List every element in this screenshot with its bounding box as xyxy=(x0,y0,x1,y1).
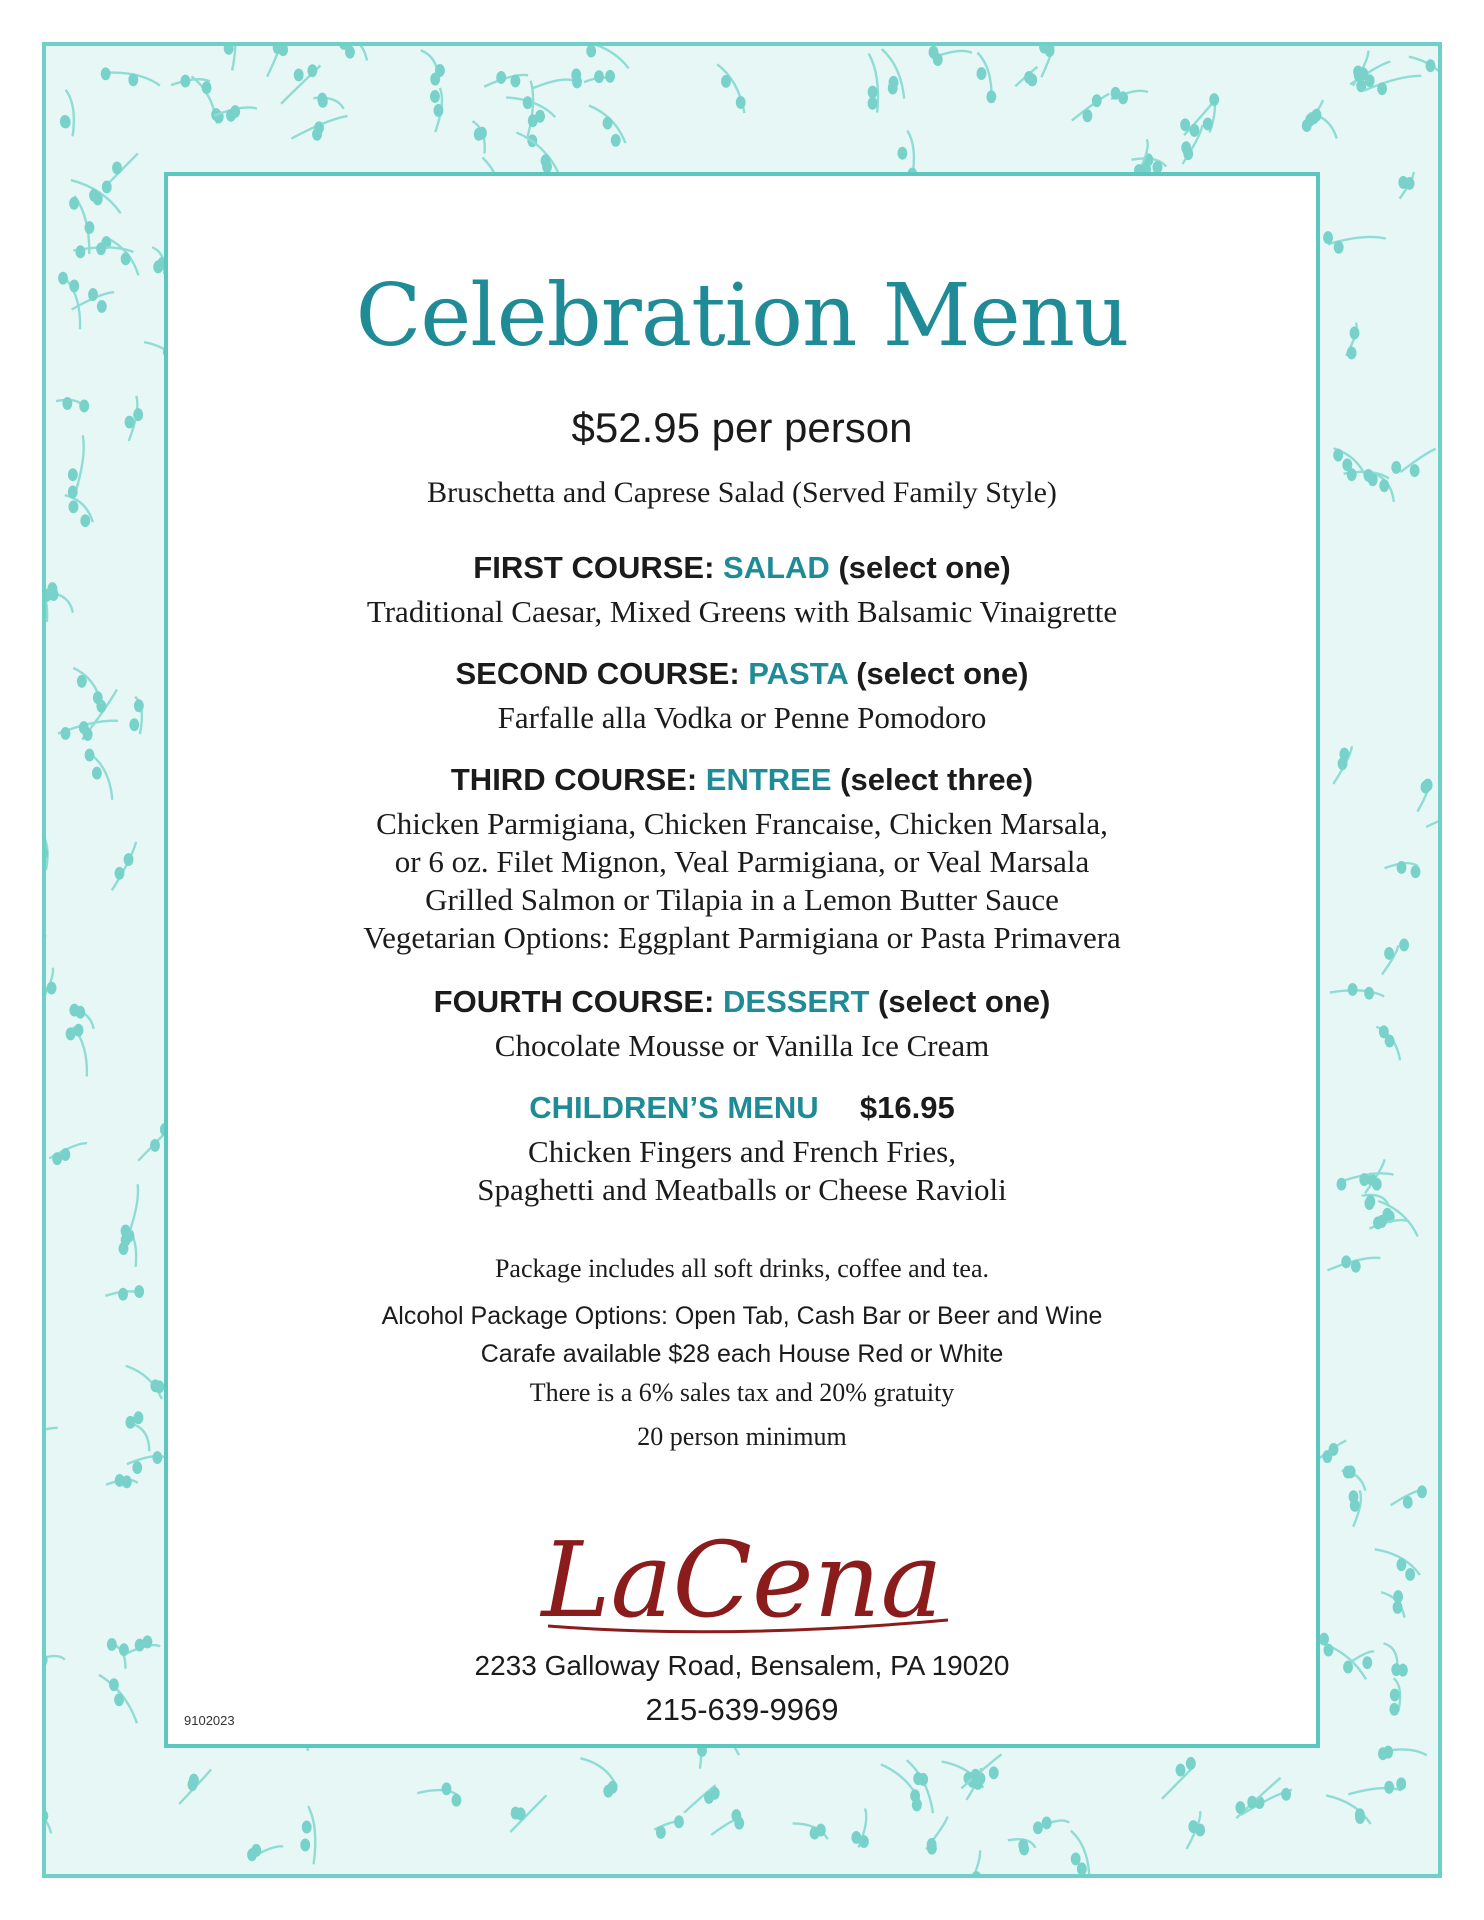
berry xyxy=(971,1871,981,1874)
berry xyxy=(611,134,621,147)
third-course-item: or 6 oz. Filet Mignon, Veal Parmigiana, or Veal Marsala xyxy=(394,844,1090,879)
berry xyxy=(816,1824,826,1837)
berry xyxy=(302,1821,312,1834)
berry xyxy=(1397,861,1407,874)
berry xyxy=(124,853,134,866)
berry xyxy=(224,46,234,55)
course-label: FIRST COURSE: xyxy=(473,550,715,585)
berry xyxy=(69,280,79,293)
berry xyxy=(1372,1178,1382,1191)
berry xyxy=(1319,1633,1329,1646)
course-label: THIRD COURSE: xyxy=(450,762,698,797)
berry xyxy=(135,1639,145,1652)
berry xyxy=(1323,231,1333,244)
berry xyxy=(1334,241,1344,254)
berry xyxy=(976,67,986,80)
berry xyxy=(83,728,93,741)
berry xyxy=(202,81,212,94)
berry xyxy=(1082,109,1092,122)
berry xyxy=(134,699,144,712)
berry xyxy=(74,1024,84,1037)
berry xyxy=(68,500,78,513)
berry xyxy=(314,121,324,134)
berry xyxy=(1377,1215,1387,1228)
berry xyxy=(1042,1816,1052,1829)
berry xyxy=(68,486,78,499)
berry xyxy=(1203,117,1213,130)
berry xyxy=(93,691,103,704)
package-includes-note: Package includes all soft drinks, coffee and tea. xyxy=(494,1254,990,1283)
course-select: (select one) xyxy=(856,656,1029,691)
fourth-course-items: Chocolate Mousse or Vanilla Ice Cream xyxy=(494,1028,990,1063)
berry xyxy=(1364,469,1374,482)
branch xyxy=(484,75,528,87)
berry xyxy=(929,46,939,59)
berry xyxy=(1092,94,1102,107)
berry xyxy=(128,73,138,86)
berry xyxy=(79,400,89,413)
berry xyxy=(125,1416,135,1429)
berry xyxy=(180,75,190,88)
berry xyxy=(1384,947,1394,960)
berry xyxy=(80,514,90,527)
berry xyxy=(1384,1781,1394,1794)
berry xyxy=(1364,987,1374,1000)
berry xyxy=(435,64,445,77)
berry xyxy=(656,1826,666,1839)
berry xyxy=(115,867,125,880)
berry xyxy=(986,90,996,103)
berry xyxy=(511,1807,521,1820)
berry xyxy=(1410,464,1420,477)
berry xyxy=(1390,1689,1400,1702)
berry xyxy=(69,197,79,210)
course-label: SECOND COURSE: xyxy=(455,656,740,691)
berry xyxy=(52,1152,62,1165)
berry xyxy=(1180,118,1190,131)
berry xyxy=(572,75,582,88)
berry xyxy=(1347,468,1357,481)
berry xyxy=(1396,1777,1406,1790)
lacena-logo xyxy=(168,1516,1316,1646)
branch xyxy=(133,1424,149,1451)
berry xyxy=(1351,1260,1361,1273)
childrens-menu-item: Spaghetti and Meatballs or Cheese Ravioli xyxy=(477,1172,1007,1207)
berry xyxy=(1033,1821,1043,1834)
berry xyxy=(1403,1496,1413,1509)
berry xyxy=(102,180,112,193)
berry xyxy=(134,1285,144,1298)
berry xyxy=(1333,449,1343,462)
course-select: (select one) xyxy=(838,550,1011,585)
berry xyxy=(710,1787,720,1800)
berry xyxy=(433,104,443,117)
berry xyxy=(112,161,122,174)
course-select: (select one) xyxy=(878,984,1051,1019)
berry xyxy=(92,767,102,780)
berry xyxy=(307,64,317,77)
berry xyxy=(1385,1035,1395,1048)
berry xyxy=(46,1810,48,1823)
alcohol-options-note: Alcohol Package Options: Open Tab, Cash Bar or Beer and Wine xyxy=(381,1302,1103,1330)
berry xyxy=(1383,1746,1393,1759)
berry xyxy=(88,288,98,301)
berry xyxy=(603,117,613,130)
branch xyxy=(516,132,558,173)
berry xyxy=(1281,1788,1291,1801)
berry xyxy=(114,1693,124,1706)
berry xyxy=(868,86,878,99)
course-category: PASTA xyxy=(748,656,848,691)
branch xyxy=(112,842,136,890)
berry xyxy=(69,1004,79,1017)
berry xyxy=(1417,1485,1427,1498)
logo-lettering: LaCena xyxy=(541,1519,943,1641)
branch xyxy=(46,583,47,622)
berry xyxy=(1186,1757,1196,1770)
berry xyxy=(1183,147,1193,160)
berry xyxy=(523,96,533,109)
berry xyxy=(1355,1811,1365,1824)
third-course-heading xyxy=(168,762,1316,798)
second-course-heading xyxy=(168,656,1316,692)
berry xyxy=(101,67,111,80)
berry xyxy=(132,1461,142,1474)
berry xyxy=(586,46,596,57)
branch xyxy=(106,153,138,185)
phone-number: 215-639-9969 xyxy=(645,1692,839,1727)
berry xyxy=(77,675,87,688)
berry xyxy=(97,300,107,313)
menu-panel xyxy=(164,172,1320,1748)
berry xyxy=(927,1842,937,1855)
berry xyxy=(1349,1490,1359,1503)
berry xyxy=(1365,74,1375,87)
second-course-items: Farfalle alla Vodka or Penne Pomodoro xyxy=(497,700,987,735)
berry xyxy=(1176,1764,1186,1777)
berry xyxy=(1019,1843,1029,1856)
berry xyxy=(1425,59,1435,72)
berry xyxy=(496,71,506,84)
berry xyxy=(1399,939,1409,952)
berry xyxy=(300,1838,310,1851)
berry xyxy=(913,1772,923,1785)
berry xyxy=(868,97,878,110)
berry xyxy=(84,221,94,234)
branch xyxy=(46,1428,58,1444)
branch xyxy=(308,1806,315,1864)
berry xyxy=(1329,1443,1339,1456)
berry xyxy=(721,75,731,88)
berry xyxy=(133,408,143,421)
berry xyxy=(1359,1173,1369,1186)
berry xyxy=(1336,1178,1346,1191)
berry xyxy=(345,46,355,59)
berry xyxy=(96,242,106,255)
berry xyxy=(859,1835,869,1848)
berry xyxy=(1343,1466,1353,1479)
berry xyxy=(107,1638,117,1651)
berry xyxy=(115,1474,125,1487)
berry xyxy=(1379,479,1389,492)
berry xyxy=(912,1798,922,1811)
berry xyxy=(1341,1255,1351,1268)
branch xyxy=(966,1850,980,1874)
berry xyxy=(119,1643,129,1656)
berry xyxy=(989,1766,999,1779)
berry xyxy=(60,115,70,128)
branch xyxy=(417,1790,457,1795)
berry xyxy=(294,69,304,82)
berry xyxy=(605,70,615,83)
berry xyxy=(1350,327,1360,340)
berry xyxy=(1348,983,1358,996)
berry xyxy=(62,397,72,410)
berry xyxy=(1323,1644,1333,1657)
fourth-course-heading xyxy=(168,984,1316,1020)
berry xyxy=(75,245,85,258)
berry xyxy=(1377,82,1387,95)
first-course-heading xyxy=(168,550,1316,586)
berry xyxy=(889,76,899,89)
carafe-note: Carafe available $28 each House Red or White xyxy=(480,1340,1004,1368)
decorative-border xyxy=(42,42,1442,1878)
childrens-menu-item: Chicken Fingers and French Fries, xyxy=(528,1134,956,1169)
appetizer: Bruschetta and Caprese Salad (Served Family Style) xyxy=(427,476,1057,509)
berry xyxy=(187,1778,197,1791)
berry xyxy=(150,1139,160,1152)
berry xyxy=(897,147,907,160)
berry xyxy=(109,1678,119,1691)
berry xyxy=(1391,1663,1401,1676)
berry xyxy=(674,1815,684,1828)
berry xyxy=(1421,781,1431,794)
berry xyxy=(1362,1656,1372,1669)
minimum-note: 20 person minimum xyxy=(637,1422,847,1451)
third-course-item: Chicken Parmigiana, Chicken Francaise, Chicken Marsala, xyxy=(376,806,1108,841)
berry xyxy=(47,982,57,995)
course-category: ENTREE xyxy=(705,762,832,797)
berry xyxy=(510,74,520,87)
berry xyxy=(1247,1796,1257,1809)
childrens-menu-price: $16.95 xyxy=(859,1090,955,1125)
berry xyxy=(93,192,103,205)
berry xyxy=(1354,69,1364,82)
course-select: (select three) xyxy=(840,762,1034,797)
berry xyxy=(152,1451,162,1464)
berry xyxy=(58,272,68,285)
berry xyxy=(736,96,746,109)
berry xyxy=(1391,461,1401,474)
berry xyxy=(1188,1820,1198,1833)
berry xyxy=(430,90,440,103)
berry xyxy=(121,1234,131,1247)
berry xyxy=(1118,91,1128,104)
berry xyxy=(442,1782,452,1795)
berry xyxy=(1305,113,1315,126)
berry xyxy=(594,70,604,83)
price-per-person: $52.95 per person xyxy=(571,404,913,451)
berry xyxy=(1235,1801,1245,1814)
tax-note: There is a 6% sales tax and 20% gratuity xyxy=(529,1378,955,1407)
branch xyxy=(46,1656,65,1660)
berry xyxy=(150,1379,160,1392)
berry xyxy=(1338,757,1348,770)
first-course-items: Traditional Caesar, Mixed Greens with Balsamic Vinaigrette xyxy=(366,594,1118,629)
berry xyxy=(1347,347,1357,360)
berry xyxy=(1405,1568,1415,1581)
course-category: DESSERT xyxy=(723,984,870,1019)
childrens-menu-label: CHILDREN’S MENU xyxy=(529,1090,819,1125)
berry xyxy=(121,252,131,265)
berry xyxy=(68,468,78,481)
berry xyxy=(1393,1590,1403,1603)
berry xyxy=(318,95,328,108)
third-course-item: Vegetarian Options: Eggplant Parmigiana or Pasta Primavera xyxy=(363,920,1121,955)
berry xyxy=(451,1794,461,1807)
berry xyxy=(528,114,538,127)
berry xyxy=(1209,93,1219,106)
berry xyxy=(226,109,236,122)
address: 2233 Galloway Road, Bensalem, PA 19020 xyxy=(474,1650,1010,1681)
childrens-menu-heading xyxy=(168,1090,1316,1126)
berry xyxy=(129,718,139,731)
berry xyxy=(1027,73,1037,86)
document-code: 9102023 xyxy=(184,1713,235,1728)
berry xyxy=(1389,1703,1399,1716)
berry xyxy=(608,1781,618,1794)
berry xyxy=(1396,1558,1406,1571)
branch xyxy=(1426,813,1438,827)
branch xyxy=(532,80,574,89)
berry xyxy=(1405,177,1415,190)
berry xyxy=(1411,865,1421,878)
berry xyxy=(125,416,135,429)
berry xyxy=(474,128,484,141)
berry xyxy=(85,749,95,762)
branch xyxy=(66,90,74,137)
course-category: SALAD xyxy=(723,550,830,585)
page-title: Celebration Menu xyxy=(355,266,1129,366)
berry xyxy=(734,1817,744,1830)
berry xyxy=(1365,1195,1375,1208)
berry xyxy=(118,1288,128,1301)
third-course-item: Grilled Salmon or Tilapia in a Lemon Butter Sauce xyxy=(425,882,1059,917)
berry xyxy=(247,1848,257,1861)
branch xyxy=(75,435,84,495)
berry xyxy=(971,1769,981,1782)
course-label: FOURTH COURSE: xyxy=(433,984,715,1019)
berry xyxy=(61,727,71,740)
